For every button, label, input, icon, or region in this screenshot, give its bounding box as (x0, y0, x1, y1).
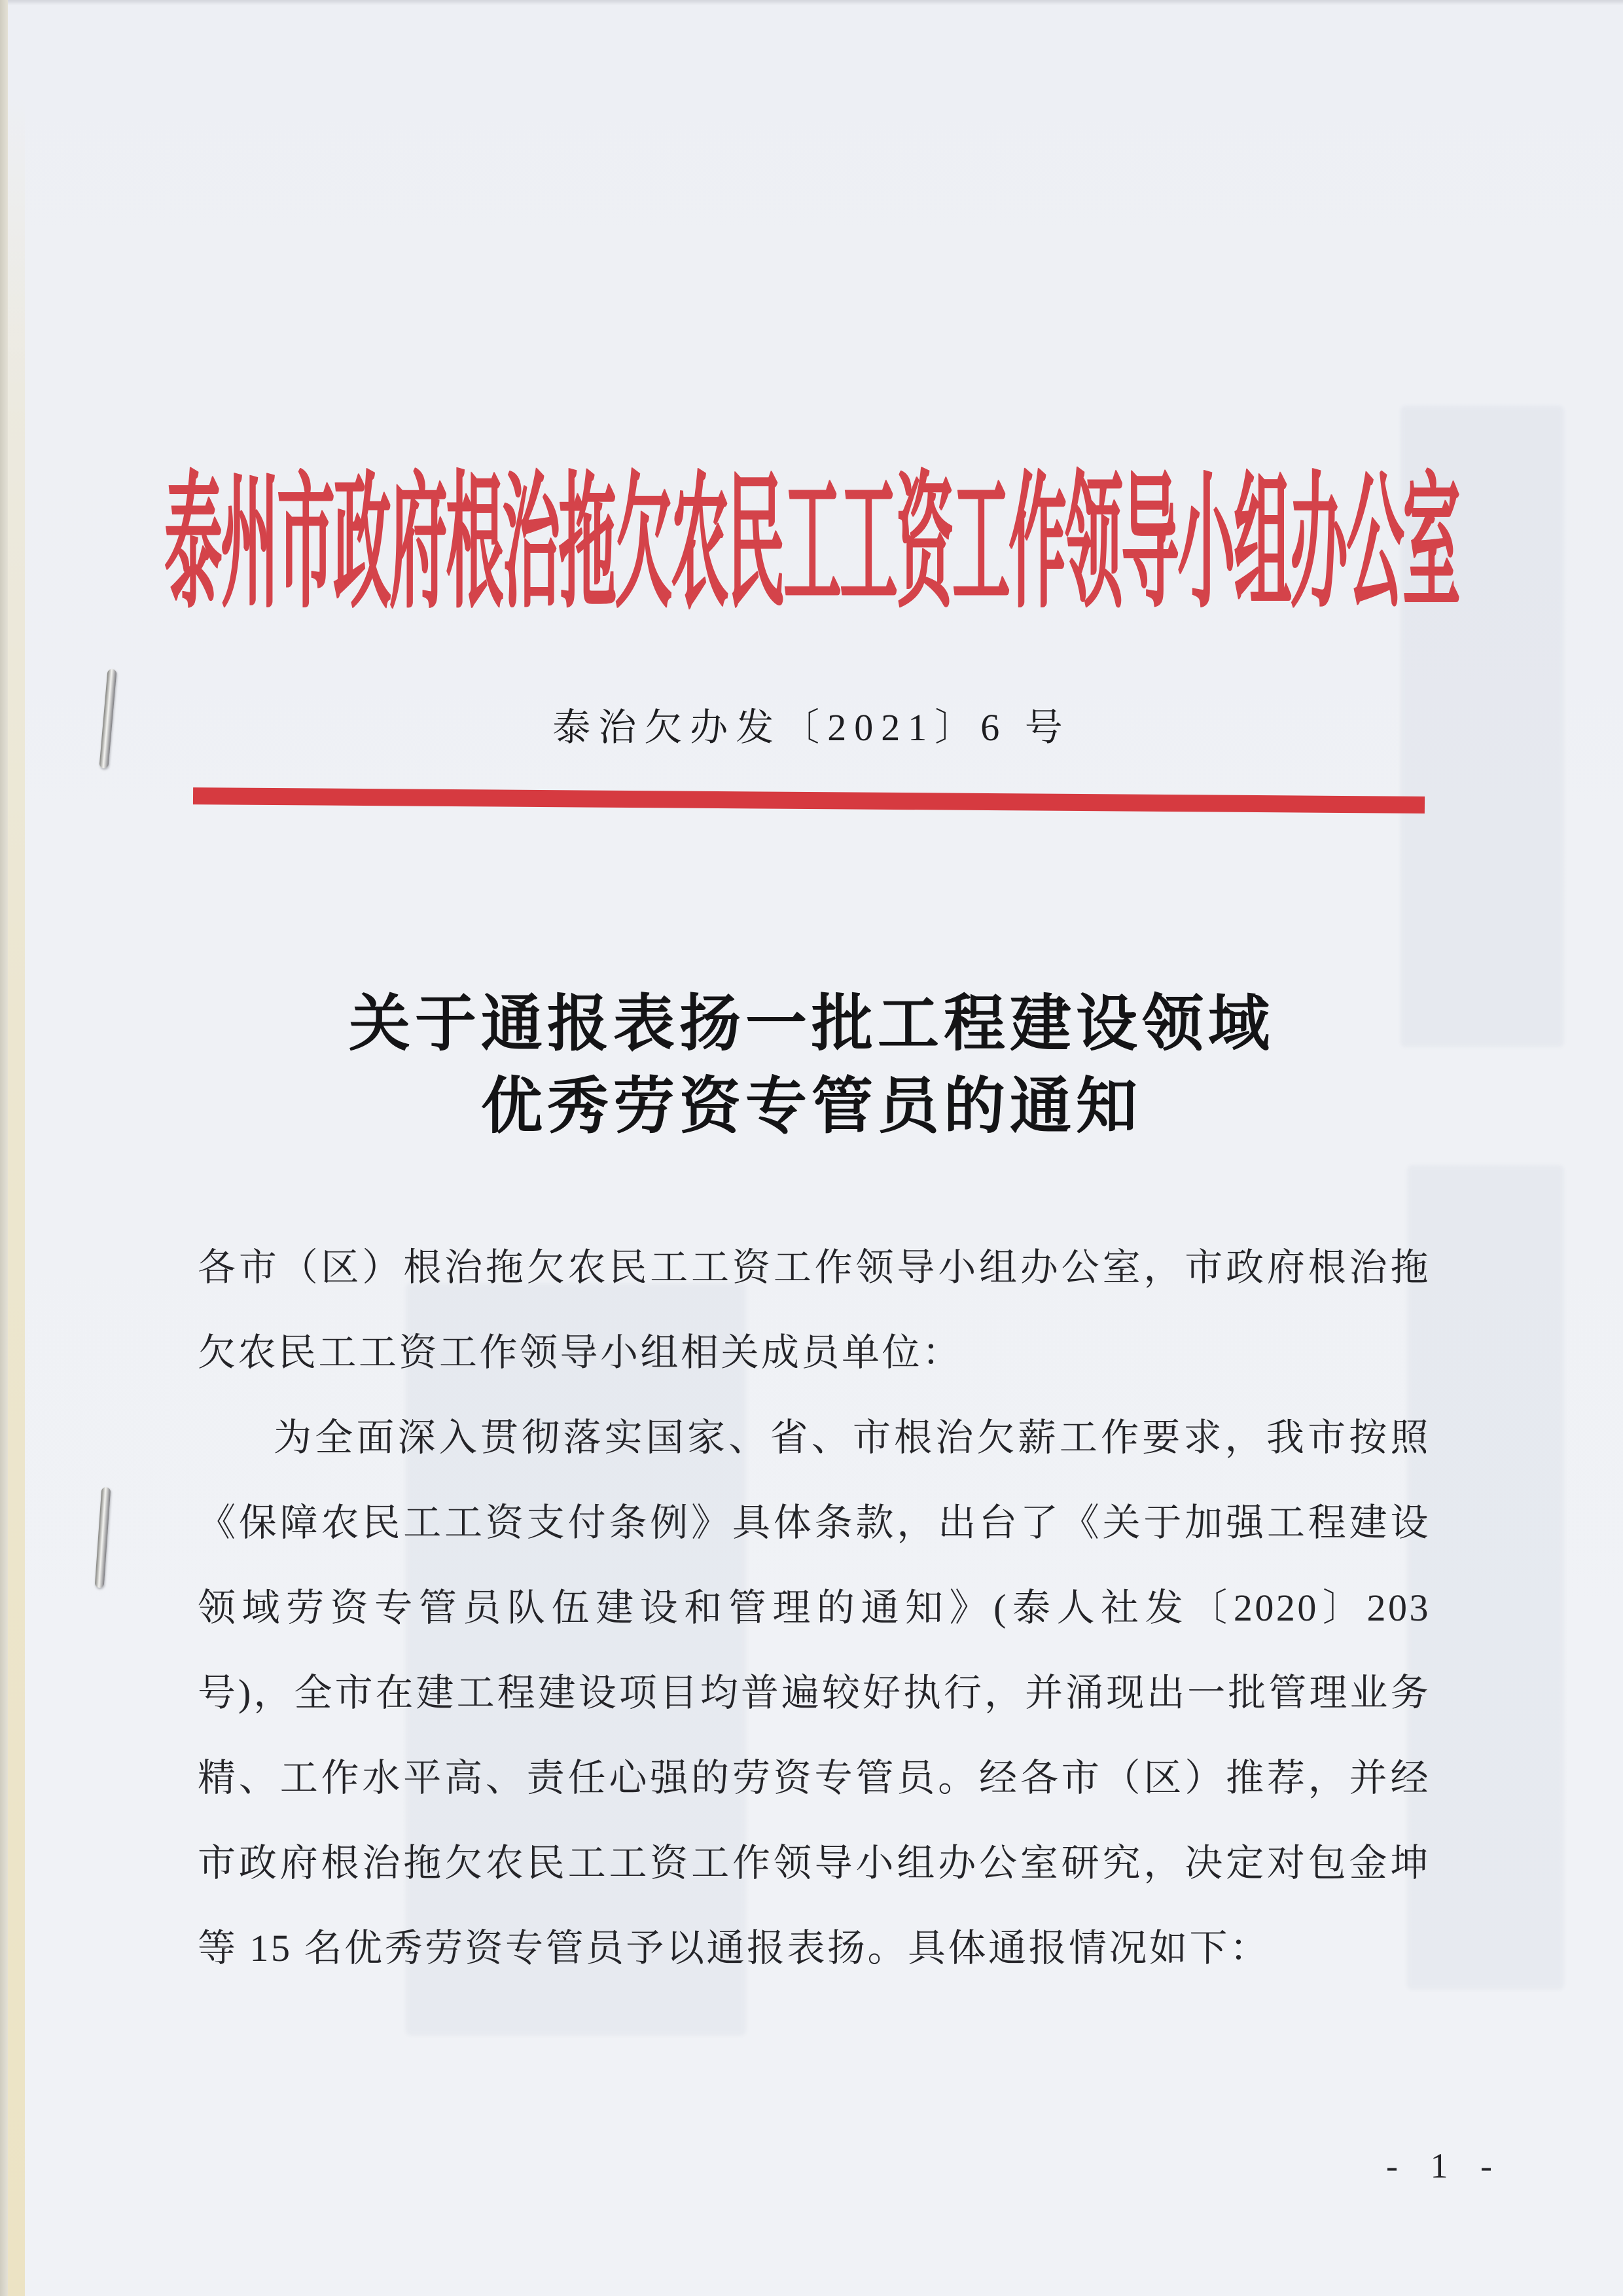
salutation-paragraph: 各市（区）根治拖欠农民工工资工作领导小组办公室，市政府根治拖欠农民工工资工作领导小组相关成员单位： (198, 1246, 1431, 1374)
document-title-line2: 优秀劳资专管员的通知 (480, 1073, 1142, 1141)
document-reference-number: 泰治欠办发〔2021〕6 号 (552, 706, 1071, 749)
scan-edge-top (0, 0, 1623, 5)
underlying-page-edge (8, 0, 25, 2296)
document-issuer-letterhead: 泰州市政府根治拖欠农民工工资工作领导小组办公室 (164, 465, 1459, 627)
red-separator-rule (193, 787, 1425, 814)
page-number: - 1 - (1386, 2146, 1504, 2185)
main-body-paragraph: 为全面深入贯彻落实国家、省、市根治欠薪工作要求，我市按照《保障农民工工资支付条例》具体条款，出台了《关于加强工程建设领域劳资专管员队伍建设和管理的通知》(泰人社发〔2020〕203 号)，全市在建工程建设项目均普遍较好执行，并涌现出一批管理业务精、工作水平高、责任心强的劳资专管员。经各市（区）推荐，并经市政府根治拖欠农民工工资工作领导小组办公室研究，决定对包金坤等 15 名优秀劳资专管员予以通报表扬。具体通报情况如下： (198, 1416, 1431, 1969)
document-title-line1: 关于通报表扬一批工程建设领域 (348, 990, 1274, 1058)
scan-edge-left (0, 0, 8, 2296)
staple-icon (95, 1487, 111, 1588)
document-title (0, 983, 1623, 1148)
reverse-side-bleed-through (1407, 1165, 1564, 1990)
document-body (198, 1225, 1431, 1991)
